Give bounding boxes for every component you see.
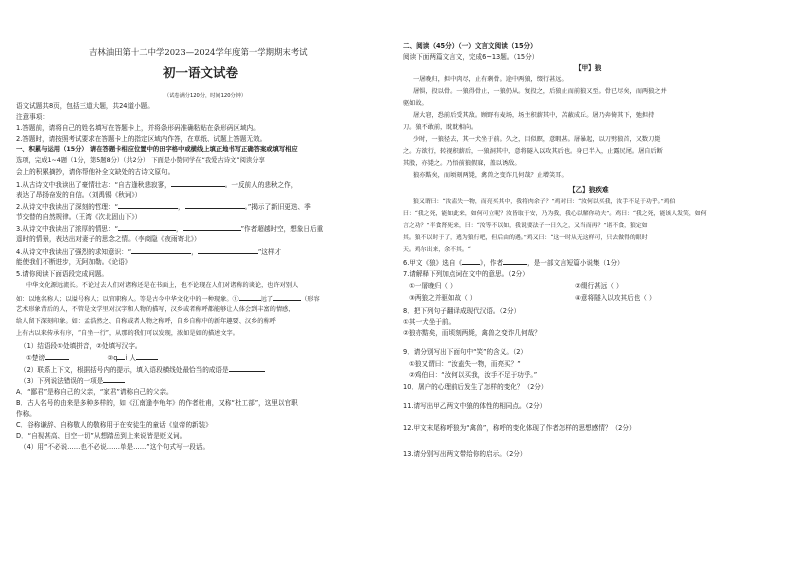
q8-item-1: ①其一犬坐于前。 (403, 318, 456, 326)
text-b-title: 【乙】狼疾难 (569, 186, 609, 194)
answer-1-label: ①楚谤 (26, 354, 46, 362)
text-b-line: 天。鸡尔出来，余不其。“ (403, 247, 471, 253)
blank-1[interactable] (239, 294, 261, 301)
q4-comma: ， (191, 248, 198, 256)
q2-line (16, 202, 311, 211)
text-b-line: 狼又谓曰：“汝盍失一物，而亮买其中，我将肉余子？”鸡对曰：“汝何以买我，汝手不足于功乎。”鸡伯 (413, 199, 676, 205)
passage-line-2-suffix: 远了 (260, 296, 274, 303)
q6-suffix: 》，作者 (480, 259, 504, 267)
q3-blank-1[interactable] (118, 224, 176, 231)
q11: 11.请写出甲乙两文中狼的体性的相同点。（2分） (403, 402, 547, 410)
q2-suffix: 。”揭示了新旧更迭、季 (244, 203, 311, 211)
q5-3 (20, 376, 125, 385)
passage-line-4: 给人留下深刻印象。如：孟浩然之、自称或者人物之称呼，自乡自称中的新年趣要、汉乡的称呼 (16, 318, 276, 325)
q1-text: 1.从古诗文中我读出了豪情壮志：“自古逢秋悲寂寥， (16, 181, 171, 189)
q5-2 (20, 365, 265, 374)
q3-comma: ， (176, 225, 183, 233)
notice-2: 2.答题时，请按照考试要求在答题卡上的指定区域内作答，在草纸、试题上答题无效。 (16, 135, 267, 143)
q7: 7.请解释下列加点词在文中的意思。（2分） (403, 270, 529, 278)
text-a-line: 少时，一狼径去，其一犬坐于前。久之，目似瞑，意暇甚。屠暴起，以刀劈狼首，又数刀毙 (413, 136, 661, 143)
q5-3-blank[interactable] (103, 376, 125, 383)
answer-2-label: ②q (107, 354, 118, 362)
q1-suffix: 。一反前人的悲秋之作， (224, 181, 298, 189)
q6-text: 6.甲文《狼》选自《 (403, 259, 463, 267)
text-b-line: 其。狼不以时于了，逃为狼行吧，但后由的遇。”鸡又曰：“这一时从无这样可，只去做得的眼时 (403, 235, 648, 241)
exam-title: 初一语文试卷 (163, 65, 239, 80)
q2-blank-1[interactable] (118, 202, 178, 209)
answer-2-label-b: i 人 (125, 354, 136, 362)
q3-suffix: ”作者超越时空，想象日后重 (240, 225, 324, 233)
q2-line-2: 节交替的自然规律。（王湾《次北固山下》） (16, 213, 142, 221)
q12: 12.甲文末尾称呼狼为“禽兽”，称呼的变化体现了作者怎样的思想感情？（2分） (403, 424, 636, 432)
passage-line-2 (16, 294, 320, 304)
q1-line-2: 表达了昂扬奋发的自信。（刘禹锡《秋词》） (16, 191, 142, 199)
q2-comma: ， (178, 203, 185, 211)
q5-2-blank[interactable] (229, 365, 265, 372)
q1-blank[interactable] (171, 180, 225, 187)
q4-suffix: ”这样才 (257, 248, 282, 256)
answer-2-blank-2[interactable] (136, 353, 158, 360)
q5-heading: 5.请你阅读下面语段完成问题。 (16, 270, 109, 278)
q5-3-text: （3）下列说法错误的一项是 (20, 377, 104, 385)
q7-item-4: ④意将隧入以攻其后也（ ） (575, 294, 656, 302)
q3-text: 3.从诗文中我读出了浓厚的情思：“ (16, 225, 119, 233)
q8-item-2: ②狼亦黠矣，而顷刻两毙，禽兽之变诈几何哉？ (403, 329, 541, 337)
q4-blank-2[interactable] (198, 247, 258, 254)
section-1-heading: 一、积累与运用（15分） 请在答题卡相应位置中的田字格中或横线上填正地书写正确答案或填写相应 (16, 146, 298, 153)
passage-line-5: 上有古以来传承有序，“自坐一行”，从那的我们可以发现，浓如是如的描述文字。 (16, 330, 239, 337)
q3-line-2: 遥时的情景，表达出对妻子的思念之情。（李商隐《夜雨寄北》） (16, 235, 201, 243)
school-title: 吉林油田第十二中学2023—2024学年度第一学期期末考试 (89, 47, 308, 57)
q5-1: （1）结语段①处填拼音，②处填写汉字。 (20, 342, 142, 350)
q7-item-2: ②缀行甚远（ ） (575, 282, 623, 290)
intro-line: 语文试题共8页，包括三道大题，共24道小题。 (16, 102, 154, 110)
q5-4: （4）用“不必说……也不必说……单是……”这个句式写一段话。 (20, 443, 210, 451)
q2-blank-2[interactable] (185, 202, 245, 209)
q4-blank-1[interactable] (131, 247, 191, 254)
option-a: A．“鄙君”是称自己的父亲，“家君”请称自己的父亲。 (16, 388, 173, 396)
q6-suffix-2: ，是一部文言短篇小说集（1分） (527, 259, 624, 267)
q7-item-1: ①一屠晚归（ ） (409, 282, 457, 290)
q3-blank-2[interactable] (183, 224, 241, 231)
exam-info: （试卷满分120分，时间120分钟） (164, 93, 247, 99)
section-2-instr: 阅读下面两篇文言文，完成6~13题。（15分） (403, 53, 539, 61)
q9-item-2: ②鸡伯曰：“汝何以买我，汝手不足于功乎。” (409, 371, 538, 379)
q6-blank-2[interactable] (503, 258, 527, 265)
q6-blank-1[interactable] (462, 258, 480, 265)
blank-2[interactable] (273, 294, 301, 301)
q4-text: 4.从诗文中我读出了强烈的求知意识：“ (16, 248, 132, 256)
q5-2-text: （2）联系上下文，根据括号内的提示，填入语段横线处最恰当的成语是 (20, 366, 229, 374)
notice-1: 1.答题前，请将自己的姓名填写在答题卡上，并将条形码准确粘贴在条形码区域内。 (16, 124, 260, 132)
q4-line (16, 247, 281, 256)
q4-line-2: 能使我们不断进步，无阿加勒。《论语》 (16, 258, 132, 266)
text-a-line: 一屠晚归，担中肉尽，止有剩骨。途中两狼，缀行甚远。 (413, 76, 568, 83)
text-a-line: 刀。狼不敢前，眈眈相向。 (403, 124, 478, 131)
right-column (397, 0, 794, 561)
text-b-line: 言之功？”半食肾死来，曰：“汝等不以如，我说要法子一日久之，又当而再？”诸不食，狼定如 (403, 223, 648, 229)
q2-text: 2.从诗文中我读出了深刻的哲理：“ (16, 203, 119, 211)
notice-heading: 注意事项： (16, 113, 49, 121)
section-1-instr-2: 会上的积累摘抄，请你帮他补全文缺处的古诗文原句。 (16, 168, 175, 176)
text-a-line: 之。方欲行，转视积薪后，一狼洞其中，意将隧入以攻其后也。身已半入，止露尻尾。屠自后断 (403, 148, 663, 155)
q10: 10．屠户的心理前后发生了怎样的变化？（2分） (403, 383, 548, 391)
text-a-line: 驱如故。 (403, 100, 428, 107)
passage-line-2-text: 如：以地名称人；以谥号称人；以官职称人。等是古今中华文化中的一种现象。① (16, 296, 239, 303)
answer-1-blank[interactable] (45, 353, 69, 360)
text-b-line: 曰：“我之死，能如此来，如何可立呢？汝皆取于安，乃为我，我心以解你功夫”。鸡曰：“我之死，能该人发笑，如何 (403, 211, 707, 217)
text-a-title: 【甲】狼 (575, 64, 602, 72)
text-a-line: 狼亦黠矣，而顷刻两毙，禽兽之变诈几何哉？止增笑耳。 (413, 172, 568, 179)
passage-line-1: 中华文化源远流长。不论过去人们对诸称还是在书面上，也不论现在人们对诸称的谈论，也许对别人 (26, 282, 299, 289)
section-1-instr: 选项，完成1~4题（1分，第5题8分）（共2分） 下面是小赞同学在“我爱古诗文”阅读分享 (16, 157, 265, 164)
q3-line (16, 224, 323, 233)
option-b: B．古人名号的由来是多种多样的，如《江南逢李龟年》的作者杜甫，又称“杜工部”，这里以官职 (16, 399, 298, 407)
q9: 9．请分别写出下面句中“笑”的含义。（2） (403, 348, 528, 356)
passage-line-2-suffix-2: （形容 (301, 296, 320, 303)
passage-line-3: 艺术形象背后的人，不管是文学里对汉字和人物的描写，汉乡或者称呼都能够让人体会到丰富的情感， (16, 306, 295, 313)
q13: 13.请分别写出两文带给你的启示。（2分） (403, 450, 527, 458)
text-a-line: 屠惧，投以骨。一狼得骨止，一狼仍从。复投之，后狼止而前狼又至。骨已尽矣，而两狼之并 (413, 88, 667, 95)
option-b-cont: 作称。 (16, 410, 36, 418)
q9-item-1: ①狼又谓曰：“汝盍失一物，而亮买？” (409, 360, 521, 368)
text-a-line: 其股，亦毙之。乃悟前狼假寐，盖以诱敌。 (403, 160, 521, 167)
text-a-line: 屠大窘，恐前后受其敌。顾野有麦场，场主积薪其中，苫蔽成丘。屠乃奔倚其下，弛担持 (413, 112, 655, 119)
option-c: C．谷称谦辞、自称敬人的敬称用于在安徒生的童话《皇帝的新装》 (16, 421, 212, 429)
q6 (403, 258, 624, 267)
q5-1-answers (26, 353, 158, 362)
section-2-heading: 二、阅读（45分）（一）文言文阅读（15分） (403, 42, 537, 50)
q8: 8．把下列句子翻译成现代汉语。（2分） (403, 307, 521, 315)
q1-line (16, 180, 297, 189)
option-d: D．“自视甚高、目空一切”从想踏岳到上来说皆是贬义词。 (16, 432, 187, 440)
q7-item-3: ③两狼之并驱如故（ ） (409, 294, 477, 302)
